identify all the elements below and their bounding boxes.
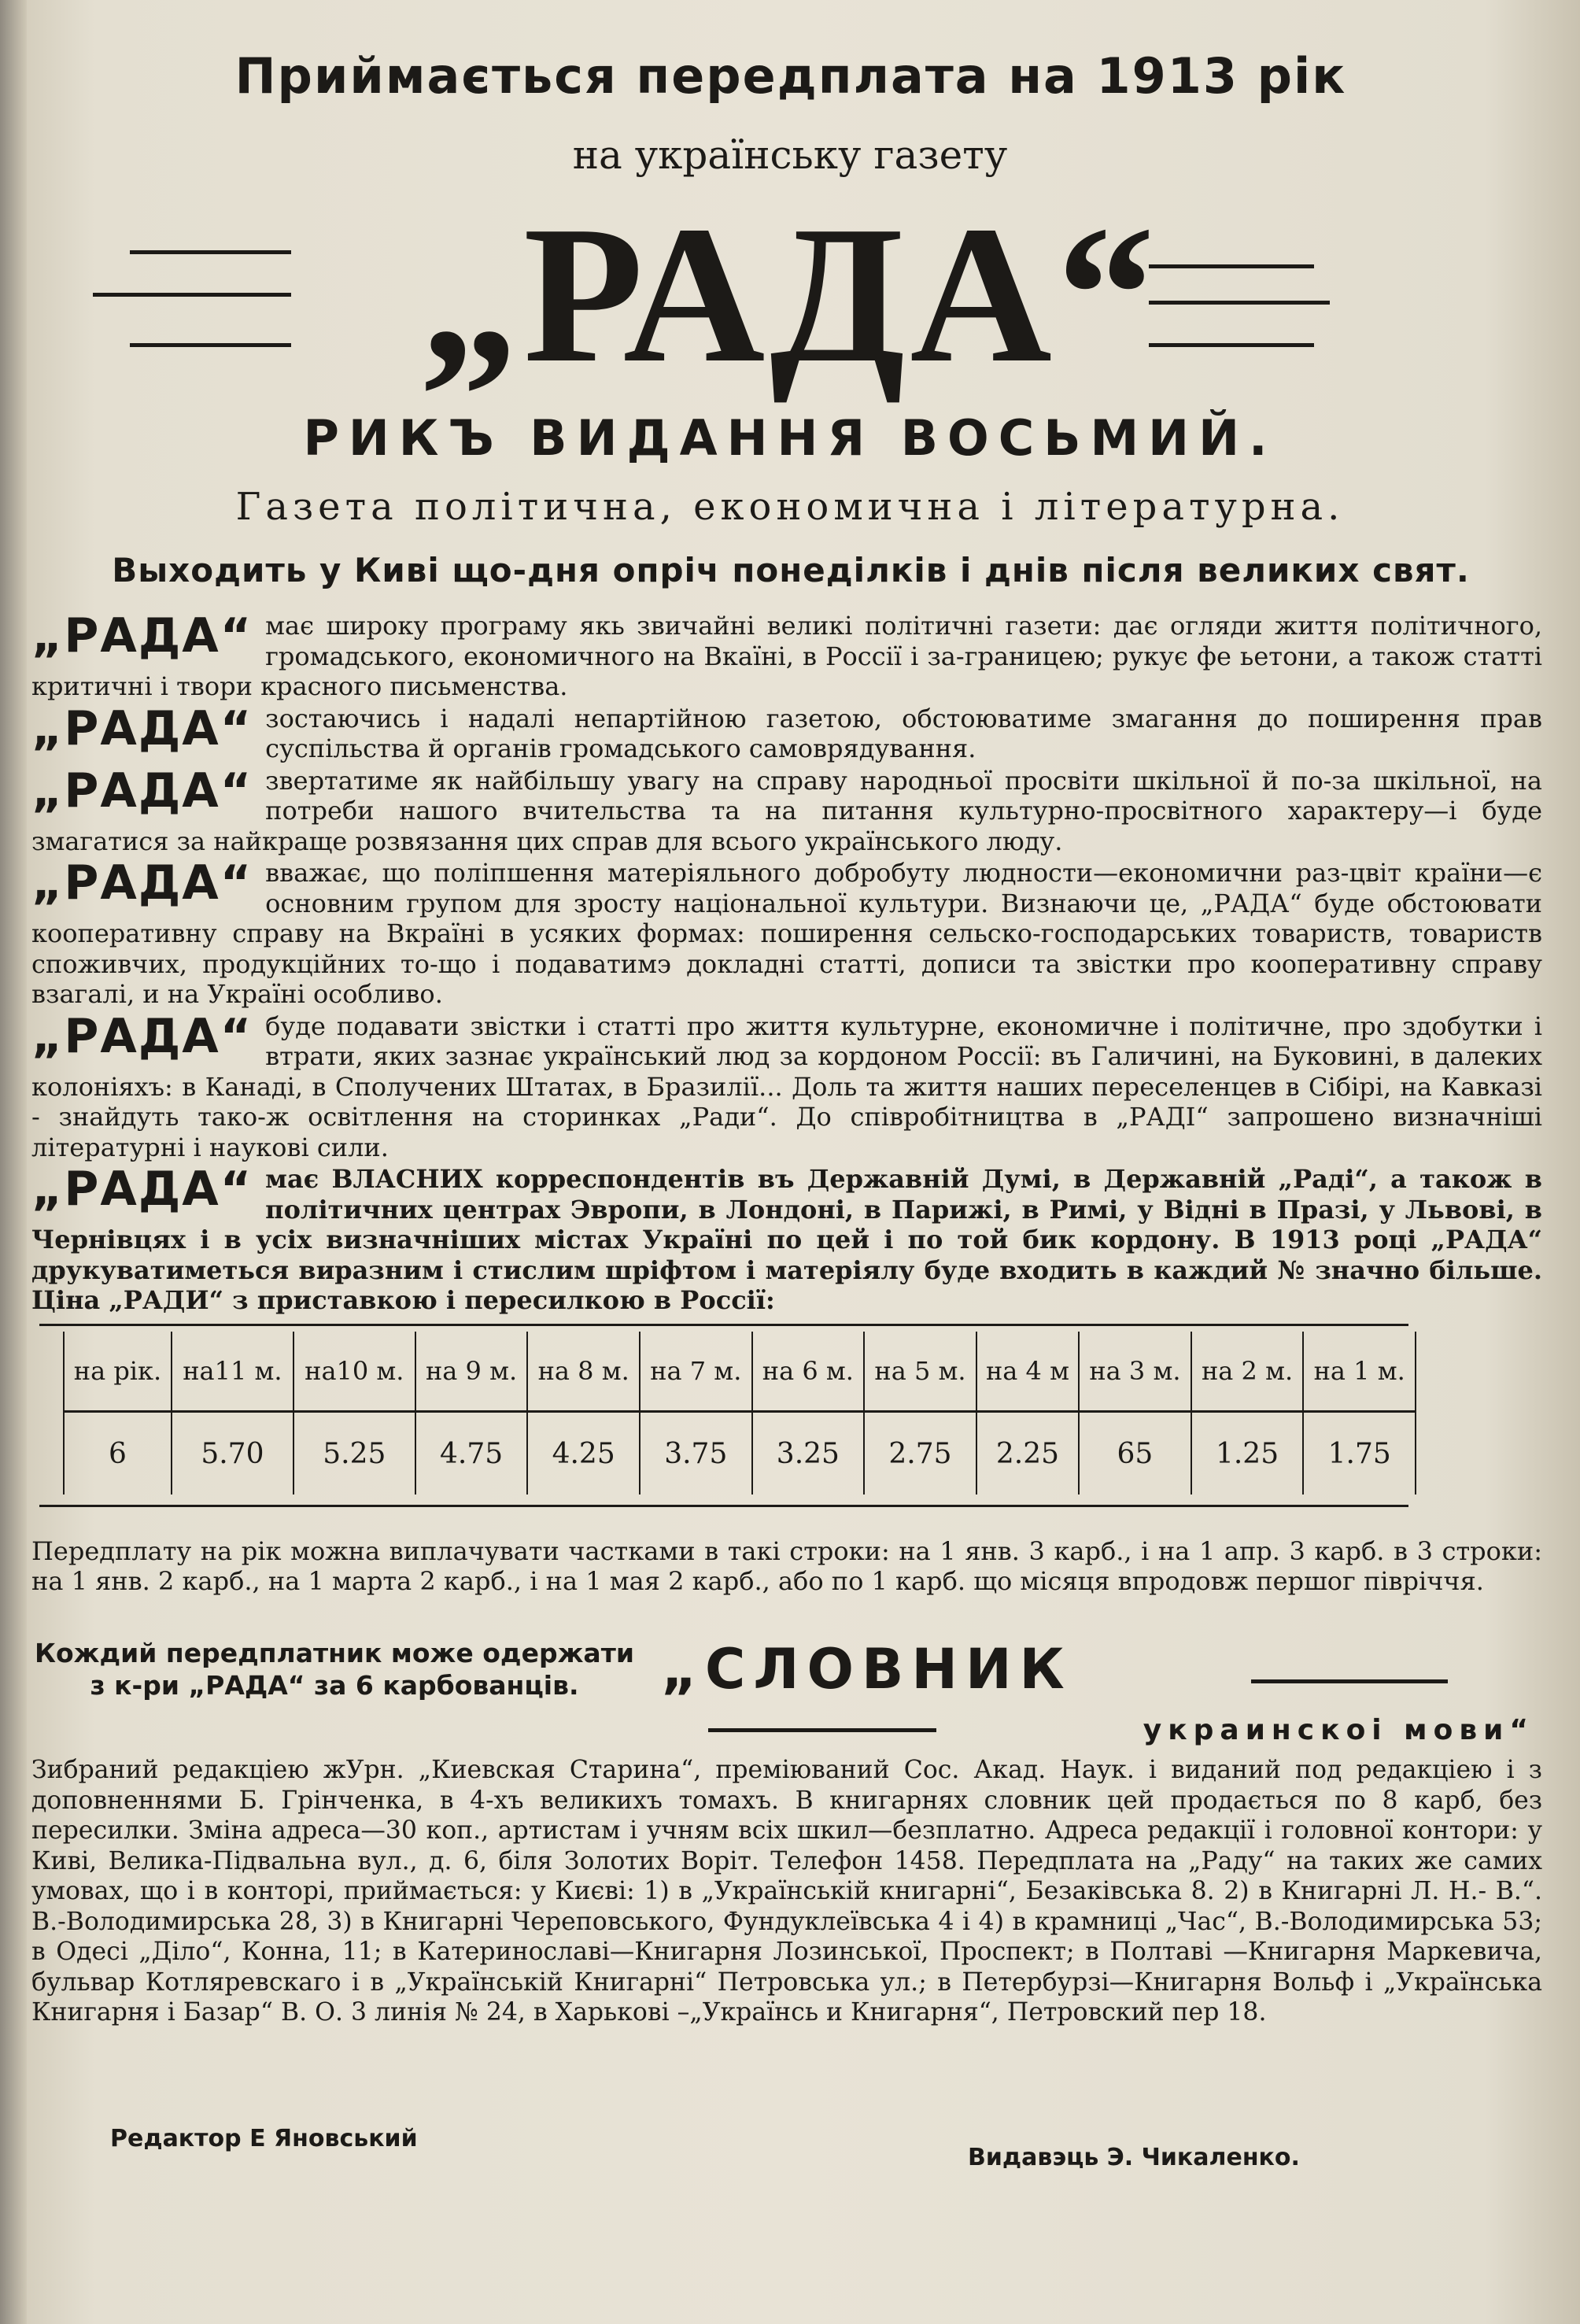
price-value-cell: 5.70 bbox=[172, 1412, 293, 1495]
price-header-cell: на 6 м. bbox=[752, 1332, 865, 1412]
rada-drop-label: „РАДА“ bbox=[31, 1008, 253, 1064]
body-paragraph-2 bbox=[31, 700, 1542, 764]
price-header-cell: на 8 м. bbox=[527, 1332, 640, 1412]
price-value-cell: 2.25 bbox=[976, 1412, 1079, 1495]
body-paragraph-1 bbox=[31, 608, 1542, 702]
paragraph-text: звертатиме як найбільшу увагу на справу народньої просвіти шкільної й по-за шкільної, на потреби нашого вчительства та на питання культурно-просвітного характеру—і буде змагатися за найкраще розвязання цих справ для всього українського люду. bbox=[31, 765, 1542, 856]
rada-drop-label: „РАДА“ bbox=[31, 763, 253, 818]
price-table-value-row bbox=[64, 1412, 1416, 1495]
price-value-cell: 65 bbox=[1079, 1412, 1191, 1495]
dictionary-title: „СЛОВНИК bbox=[661, 1637, 1072, 1701]
price-value-cell: 4.25 bbox=[527, 1412, 640, 1495]
rada-drop-label: „РАДА“ bbox=[31, 700, 253, 756]
body-paragraph-4 bbox=[31, 855, 1542, 1010]
dictionary-text: Зибраний редакціею жУрн. „Киевская Старина“, преміюваний Сос. Акад. Наук. і виданий под редакціею і з доповненнями Б. Грінченка, в 4-хъ великихъ томахъ. В книгарнях словник цей продається по 8 карб, без пересилки. Зміна адреса—30 коп., артистам і учням всіх шкил—безплатно. Адреса редакції і головної контори: у Киві, Велика-Підвальна вул., д. 6, біля Золотих Воріт. Телефон 1458. Передплата на „Раду“ на таких же самих умовах, що і в конторі, приймається: у Києві: 1) в „Українській книгарні“, Безаківська 8. 2) в Книгарні Л. Н.- В.“. В.-Володимирська 28, 3) в Книгарні Череповського, Фундуклеївська 4 і 4) в крамниці „Час“, В.-Володимирська 53; в Одесі „Діло“, Конна, 11; в Катеринославі—Книгарня Лозинської, Проспект; в Полтаві —Книгарня Маркевича, бульвар Котляревскаго і в „Українській Книгарні“ Петровська ул.; в Петербурзі—Книгарня Вольф і „Українська Книгарня і Базар“ В. О. 3 линія № 24, в Харькові –„Українсь и Книгарня“, Петровский пер 18. bbox=[31, 1756, 1542, 2027]
price-header-cell: на10 м. bbox=[293, 1332, 415, 1412]
rada-drop-label: „РАДА“ bbox=[31, 855, 253, 911]
newspaper-description: Газета політична, економична і літературна. bbox=[235, 485, 1345, 529]
price-header-cell: на рік. bbox=[64, 1332, 172, 1412]
paragraph-text: має широку програму якь звичайні великі політичні газети: дає огляди життя політичного, громадського, економичного на Вкаїні, в Россії і за-границею; рукує фе ьетони, а також статті критичні і твори красного письменства. bbox=[31, 611, 1542, 701]
price-value-cell: 1.25 bbox=[1191, 1412, 1304, 1495]
dictionary-rule-right bbox=[1251, 1679, 1448, 1683]
price-header-cell: на11 м. bbox=[172, 1332, 293, 1412]
price-value-cell: 4.75 bbox=[415, 1412, 528, 1495]
dictionary-offer: Кождий передплатник може одержати з к-ри „РАДА“ за 6 карбованців. bbox=[35, 1638, 634, 1701]
rada-drop-label: „РАДА“ bbox=[31, 1162, 253, 1217]
price-value-cell: 6 bbox=[64, 1412, 172, 1495]
price-header-cell: на 7 м. bbox=[640, 1332, 752, 1412]
body-paragraph-3 bbox=[31, 763, 1542, 857]
paragraph-text: вважає, що поліпшення матеріяльного добробуту людности—економични раз-цвіт країни—є основним групом для зросту національної культури. Визнаючи це, „РАДА“ буде обстоювати кооперативну справу на Вкраїні в усяких формах: поширення сельско-господарських товариств, товариств споживчих, продукційних то-що і подаватимэ докладні статті, дописи та звістки про кооперативну справу взагалі, и на Україні особливо. bbox=[31, 858, 1542, 1009]
year-of-publication: РИКЪ ВИДАННЯ ВОСЬМИЙ. bbox=[303, 409, 1277, 467]
price-table-header-row bbox=[64, 1332, 1416, 1412]
paragraph-text: зостаючись і надалі непартійною газетою, обстоюватиме змагання до поширення прав суспільства й органів громадського самоврядування. bbox=[265, 703, 1542, 763]
publisher-signature: Видавэць Э. Чикаленко. bbox=[968, 2144, 1300, 2171]
price-header-cell: на 5 м. bbox=[864, 1332, 976, 1412]
price-value-cell: 2.75 bbox=[864, 1412, 976, 1495]
price-header-cell: на 4 м bbox=[976, 1332, 1079, 1412]
body-paragraph-5 bbox=[31, 1008, 1542, 1163]
editor-signature: Редактор Е Яновський bbox=[110, 2125, 418, 2152]
price-value-cell: 3.25 bbox=[752, 1412, 865, 1495]
rada-drop-label: „РАДА“ bbox=[31, 608, 253, 663]
price-value-cell: 3.75 bbox=[640, 1412, 752, 1495]
price-table bbox=[63, 1332, 1416, 1495]
body-text bbox=[31, 608, 1542, 1317]
price-value-cell: 1.75 bbox=[1303, 1412, 1416, 1495]
table-bottom-rule bbox=[39, 1505, 1408, 1507]
newspaper-title: „РАДА“ bbox=[420, 186, 1160, 404]
payment-terms: Передплату на рік можна виплачувати частками в такі строки: на 1 янв. 3 карб., і на 1 апр. 3 карб. в 3 строки: на 1 янв. 2 карб., на 1 марта 2 карб., і на 1 мая 2 карб., або по 1 карб. що місяця впродовж першог півріччя. bbox=[31, 1536, 1542, 1596]
subscription-heading: Приймається передплата на 1913 рік bbox=[234, 47, 1347, 105]
price-value-cell: 5.25 bbox=[293, 1412, 415, 1495]
price-header-cell: на 3 м. bbox=[1079, 1332, 1191, 1412]
subtitle: на українську газету bbox=[572, 132, 1008, 178]
table-top-rule bbox=[39, 1324, 1408, 1326]
body-paragraph-6 bbox=[31, 1164, 1542, 1316]
price-header-cell: на 2 м. bbox=[1191, 1332, 1304, 1412]
paragraph-text: буде подавати звістки і статті про життя культурне, економичне і політичне, про здобутки і втрати, яких зазнає український люд за кордоном Россії: въ Галичині, на Буковині, в далеких колоніяхъ: в Канаді, в Сполучених Штатах, в Бразилії... Доль та життя наших переселенцев в Сібірі, на Кавказі - знайдуть тако-ж освітлення на сторинках „Ради“. До співробітництва в „РАДІ“ запрошено визначніші літературні і наукові сили. bbox=[31, 1011, 1542, 1162]
publication-schedule: Выходить у Киві що-дня опріч понеділків і днів після великих свят. bbox=[112, 551, 1470, 589]
price-header-cell: на 9 м. bbox=[415, 1332, 528, 1412]
price-header-cell: на 1 м. bbox=[1303, 1332, 1416, 1412]
paragraph-text: має ВЛАСНИХ корреспондентів въ Державній Думі, в Державній „Раді“, а також в політичних центрах Эвропи, в Лондоні, в Парижі, в Римі, у Відні в Празі, у Львові, в Чернівцях і в усіх визначніших містах Україні по цей і по той бик кордону. В 1913 році „РАДА“ друкуватиметься виразним і стислим шріфтом і матеріялу буде входить в каждий № значно більше. Ціна „РАДИ“ з приставкою і пересилкою в Россії: bbox=[31, 1164, 1542, 1315]
dictionary-subtitle: украинскоі мови“ bbox=[1143, 1714, 1534, 1746]
